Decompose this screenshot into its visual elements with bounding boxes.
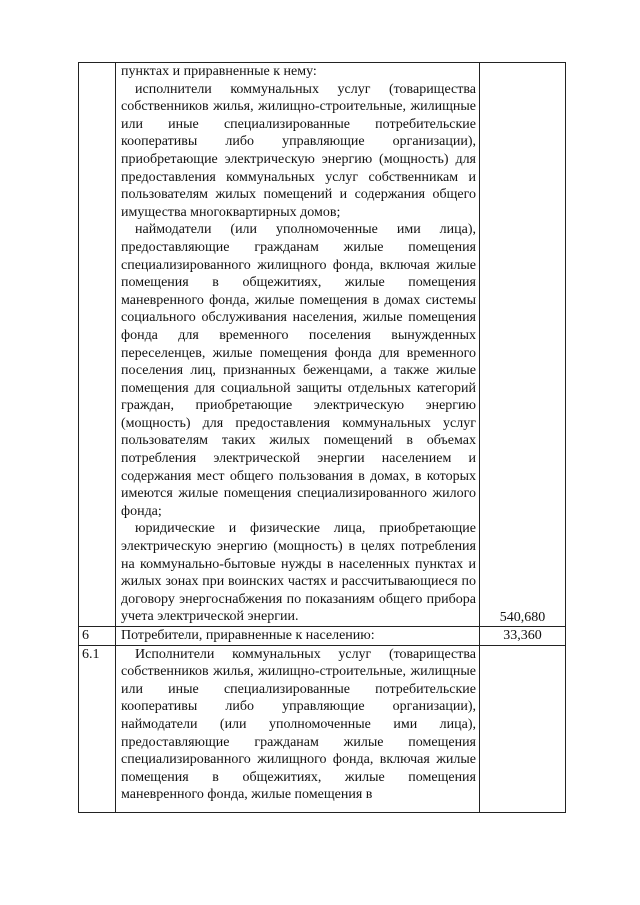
description-paragraph: Исполнители коммунальных услуг (товарищества собственников жилья, жилищно-строительные, жилищные или иные специализированные потребительские кооперативы либо управляющие организации), наймодатели (или уполномоченные ими лица), предоставляющие гражданам жилые помещения специализированного жилищного фонда, включая жилые помещения в общежитиях, жилые помещения маневренного фонда, жилые помещения в [121,646,476,803]
row-description [116,645,480,812]
row-value [480,645,566,812]
tariff-table [78,62,566,813]
description-paragraph: юридические и физические лица, приобретающие электрическую энергию (мощность) в целях потребления на коммунально-бытовые нужды в населенных пунктах и жилых зонах при воинских частях и рассчитывающиеся по договору энергоснабжения по показаниям общего прибора учета электрической энергии. [121,521,476,625]
description-paragraph: наймодатели (или уполномоченные ими лица), предоставляющие гражданам жилые помещения специализированного жилищного фонда, включая жилые помещения в общежитиях, жилые помещения маневренного фонда, жилые помещения в домах системы социального обслуживания населения, жилые помещения фонда для временного поселения вынужденных переселенцев, жилые помещения фонда для временного поселения лиц, признанных беженцами, а также жилые помещения для социальной защиты отдельных категорий граждан, приобретающие электрическую энергию (мощность) для предоставления коммунальных услуг пользователям таких жилых помещений в объемах потребления электрической энергии населением и содержания мест общего пользования в домах, в которых имеются жилые помещения специализированного жилого фонда; [121,222,476,519]
table-row [79,645,566,812]
row-number: 6 [79,627,116,646]
row-number: 6.1 [79,645,116,812]
row-description [116,627,480,646]
table-row [79,627,566,646]
description-paragraph: исполнители коммунальных услуг (товарищества собственников жилья, жилищно-строительные, жилищные или иные специализированные потребительские кооперативы либо управляющие организации), приобретающие электрическую энергию (мощность) для предоставления коммунальных услуг собственникам и пользователям жилых помещений и содержания общего имущества многоквартирных домов; [121,81,476,220]
row-description [116,63,480,627]
description-paragraph: пунктах и приравненные к нему: [121,64,317,79]
row-number [79,63,116,627]
table-row [79,63,566,627]
description-paragraph: Потребители, приравненные к населению: [121,628,375,643]
row-value: 540,680 [480,63,566,627]
row-value: 33,360 [480,627,566,646]
